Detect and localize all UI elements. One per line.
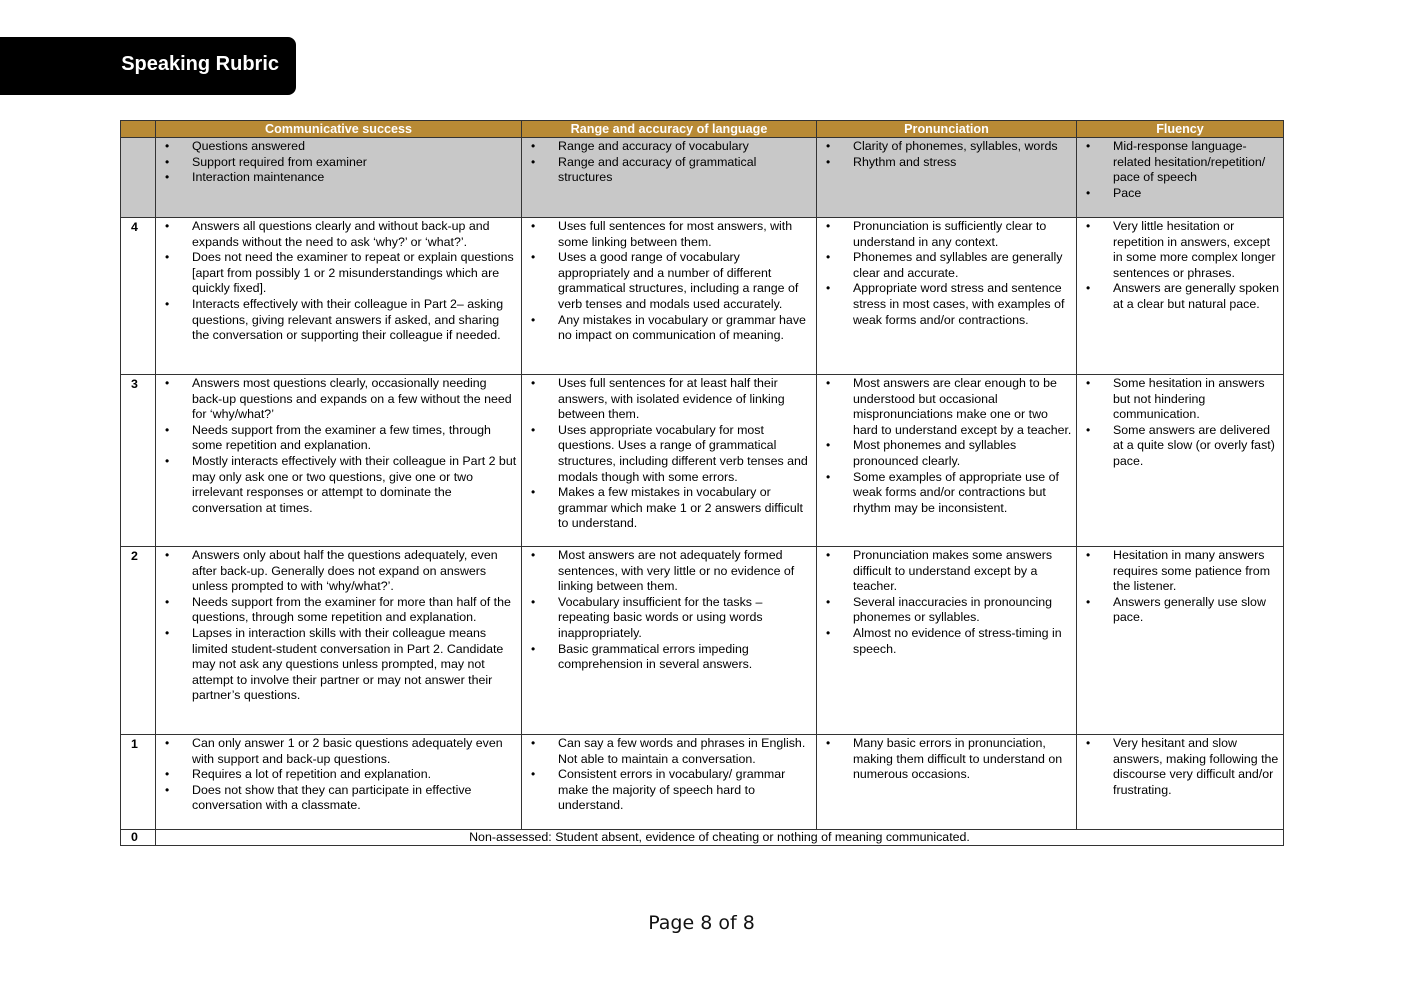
- bullet-item: • Interaction maintenance: [192, 170, 517, 186]
- band-fluency-cell: [1077, 547, 1284, 735]
- header-row: [121, 121, 1284, 138]
- header-communicative-success: Communicative success: [156, 121, 522, 138]
- bullet-list: [522, 735, 816, 818]
- bullet-item: • Clarity of phonemes, syllables, words: [853, 139, 1072, 155]
- bullet-item: • Some hesitation in answers but not hindering communication.: [1113, 376, 1279, 423]
- bullet-item: • Rhythm and stress: [853, 155, 1072, 171]
- bullet-list: [1077, 138, 1283, 205]
- band-communicative-cell: [156, 547, 522, 735]
- bullet-item: • Appropriate word stress and sentence stress in most cases, with examples of weak forms and/or contractions.: [853, 281, 1072, 328]
- bullet-list: [1077, 547, 1283, 630]
- bullet-item: • Does not need the examiner to repeat or explain questions [apart from possibly 1 or 2 misunderstandings which are quickly fixed].: [192, 250, 517, 297]
- bullet-item: • Requires a lot of repetition and explanation.: [192, 767, 517, 783]
- band-fluency-cell: [1077, 735, 1284, 830]
- bullet-item: • Consistent errors in vocabulary/ grammar make the majority of speech hard to understand.: [558, 767, 812, 814]
- focus-row: [121, 138, 1284, 218]
- band-range-cell: [522, 735, 817, 830]
- focus-fluency-cell: [1077, 138, 1284, 218]
- bullet-item: • Vocabulary insufficient for the tasks – repeating basic words or using words inappropriately.: [558, 595, 812, 642]
- bullet-item: • Basic grammatical errors impeding comprehension in several answers.: [558, 642, 812, 673]
- bullet-list: [522, 138, 816, 190]
- bullet-item: • Interacts effectively with their colleague in Part 2– asking questions, giving relevant answers if asked, and sharing the conversation or supporting their colleague if needed.: [192, 297, 517, 344]
- band-pronunciation-cell: [817, 218, 1077, 375]
- band-pronunciation-cell: [817, 735, 1077, 830]
- bullet-item: • Questions answered: [192, 139, 517, 155]
- bullet-list: [1077, 218, 1283, 317]
- bullet-item: • Answers most questions clearly, occasionally needing back-up questions and expands on a few without the need for ‘why/what?’: [192, 376, 517, 423]
- band-row-0: [121, 830, 1284, 846]
- bullet-item: • Answers all questions clearly and without back-up and expands without the need to ask ‘why?’ or ‘what?’.: [192, 219, 517, 250]
- band-score: 3: [121, 375, 156, 547]
- focus-score-cell: [121, 138, 156, 218]
- focus-communicative-cell: [156, 138, 522, 218]
- focus-pronunciation-cell: [817, 138, 1077, 218]
- band-score: 0: [121, 830, 156, 846]
- bullet-item: • Answers generally use slow pace.: [1113, 595, 1279, 626]
- bullet-item: • Some examples of appropriate use of weak forms and/or contractions but rhythm may be inconsistent.: [853, 470, 1072, 517]
- band-score: 4: [121, 218, 156, 375]
- page-number: Page 8 of 8: [648, 912, 755, 934]
- bullet-item: • Some answers are delivered at a quite slow (or overly fast) pace.: [1113, 423, 1279, 470]
- bullet-item: • Answers are generally spoken at a clear but natural pace.: [1113, 281, 1279, 312]
- band-row-4: [121, 218, 1284, 375]
- bullet-item: • Lapses in interaction skills with their colleague means limited student-student conversation in Part 2. Candidate may not ask any questions unless prompted, may not attempt to involve their partner or may not answer their partner’s questions.: [192, 626, 517, 704]
- page-title: Speaking Rubric: [121, 53, 279, 75]
- bullet-item: • Most answers are not adequately formed sentences, with very little or no evidence of linking between them.: [558, 548, 812, 595]
- bullet-item: • Uses full sentences for at least half their answers, with isolated evidence of linking between them.: [558, 376, 812, 423]
- bullet-item: • Answers only about half the questions adequately, even after back-up. Generally does not expand on answers unless prompted to with ‘why/what?’.: [192, 548, 517, 595]
- bullet-item: • Phonemes and syllables are generally clear and accurate.: [853, 250, 1072, 281]
- bullet-list: [156, 218, 521, 348]
- bullet-item: • Many basic errors in pronunciation, making them difficult to understand on numerous occasions.: [853, 736, 1072, 783]
- bullet-list: [156, 547, 521, 708]
- bullet-item: • Almost no evidence of stress-timing in speech.: [853, 626, 1072, 657]
- bullet-item: • Makes a few mistakes in vocabulary or grammar which make 1 or 2 answers difficult to understand.: [558, 485, 812, 532]
- band-row-3: [121, 375, 1284, 547]
- header-fluency: Fluency: [1077, 121, 1284, 138]
- bullet-item: • Pronunciation makes some answers difficult to understand except by a teacher.: [853, 548, 1072, 595]
- bullet-item: • Range and accuracy of grammatical structures: [558, 155, 812, 186]
- bullet-item: • Pace: [1113, 186, 1279, 202]
- bullet-item: • Uses a good range of vocabulary appropriately and a number of different grammatical structures, including a range of verb tenses and modals used accurately.: [558, 250, 812, 312]
- bullet-item: • Needs support from the examiner for more than half of the questions, through some repetition and explanation.: [192, 595, 517, 626]
- bullet-item: • Most phonemes and syllables pronounced clearly.: [853, 438, 1072, 469]
- header-score: [121, 121, 156, 138]
- band-fluency-cell: [1077, 218, 1284, 375]
- bullet-list: [156, 375, 521, 520]
- bullet-list: [522, 218, 816, 348]
- title-tab: [0, 37, 296, 95]
- bullet-list: [817, 547, 1076, 661]
- bullet-list: [817, 735, 1076, 787]
- band-row-2: [121, 547, 1284, 735]
- header-pronunciation: Pronunciation: [817, 121, 1077, 138]
- non-assessed-cell: Non-assessed: Student absent, evidence of cheating or nothing of meaning communicated.: [156, 830, 1284, 846]
- band-range-cell: [522, 375, 817, 547]
- bullet-item: • Very hesitant and slow answers, making following the discourse very difficult and/or frustrating.: [1113, 736, 1279, 798]
- band-score: 1: [121, 735, 156, 830]
- header-range-accuracy: Range and accuracy of language: [522, 121, 817, 138]
- bullet-item: • Very little hesitation or repetition in answers, except in some more complex longer sentences or phrases.: [1113, 219, 1279, 281]
- bullet-item: • Support required from examiner: [192, 155, 517, 171]
- bullet-list: [1077, 375, 1283, 474]
- bullet-list: [1077, 735, 1283, 802]
- band-fluency-cell: [1077, 375, 1284, 547]
- bullet-item: • Hesitation in many answers requires some patience from the listener.: [1113, 548, 1279, 595]
- band-communicative-cell: [156, 735, 522, 830]
- bullet-item: • Several inaccuracies in pronouncing phonemes or syllables.: [853, 595, 1072, 626]
- band-communicative-cell: [156, 375, 522, 547]
- bullet-item: • Can say a few words and phrases in English. Not able to maintain a conversation.: [558, 736, 812, 767]
- speaking-rubric-table: [120, 120, 1284, 846]
- bullet-item: • Can only answer 1 or 2 basic questions adequately even with support and back-up questions.: [192, 736, 517, 767]
- band-range-cell: [522, 547, 817, 735]
- band-pronunciation-cell: [817, 375, 1077, 547]
- bullet-list: [817, 218, 1076, 332]
- bullet-item: • Any mistakes in vocabulary or grammar have no impact on communication of meaning.: [558, 313, 812, 344]
- bullet-list: [817, 375, 1076, 520]
- bullet-item: • Pronunciation is sufficiently clear to understand in any context.: [853, 219, 1072, 250]
- band-score: 2: [121, 547, 156, 735]
- bullet-list: [156, 138, 521, 190]
- band-row-1: [121, 735, 1284, 830]
- bullet-item: • Mostly interacts effectively with their colleague in Part 2 but may only ask one or two questions, give one or two irrelevant responses or attempt to dominate the conversation at times.: [192, 454, 517, 516]
- bullet-list: [522, 547, 816, 677]
- focus-range-cell: [522, 138, 817, 218]
- bullet-item: • Does not show that they can participate in effective conversation with a classmate.: [192, 783, 517, 814]
- bullet-list: [156, 735, 521, 818]
- band-pronunciation-cell: [817, 547, 1077, 735]
- bullet-list: [817, 138, 1076, 174]
- bullet-item: • Needs support from the examiner a few times, through some repetition and explanation.: [192, 423, 517, 454]
- band-communicative-cell: [156, 218, 522, 375]
- bullet-item: • Mid-response language-related hesitation/repetition/ pace of speech: [1113, 139, 1279, 186]
- bullet-item: • Uses appropriate vocabulary for most questions. Uses a range of grammatical structures, including different verb tenses and modals though with some errors.: [558, 423, 812, 485]
- bullet-item: • Most answers are clear enough to be understood but occasional mispronunciations make one or two hard to understand except by a teacher.: [853, 376, 1072, 438]
- bullet-item: • Range and accuracy of vocabulary: [558, 139, 812, 155]
- bullet-item: • Uses full sentences for most answers, with some linking between them.: [558, 219, 812, 250]
- bullet-list: [522, 375, 816, 536]
- band-range-cell: [522, 218, 817, 375]
